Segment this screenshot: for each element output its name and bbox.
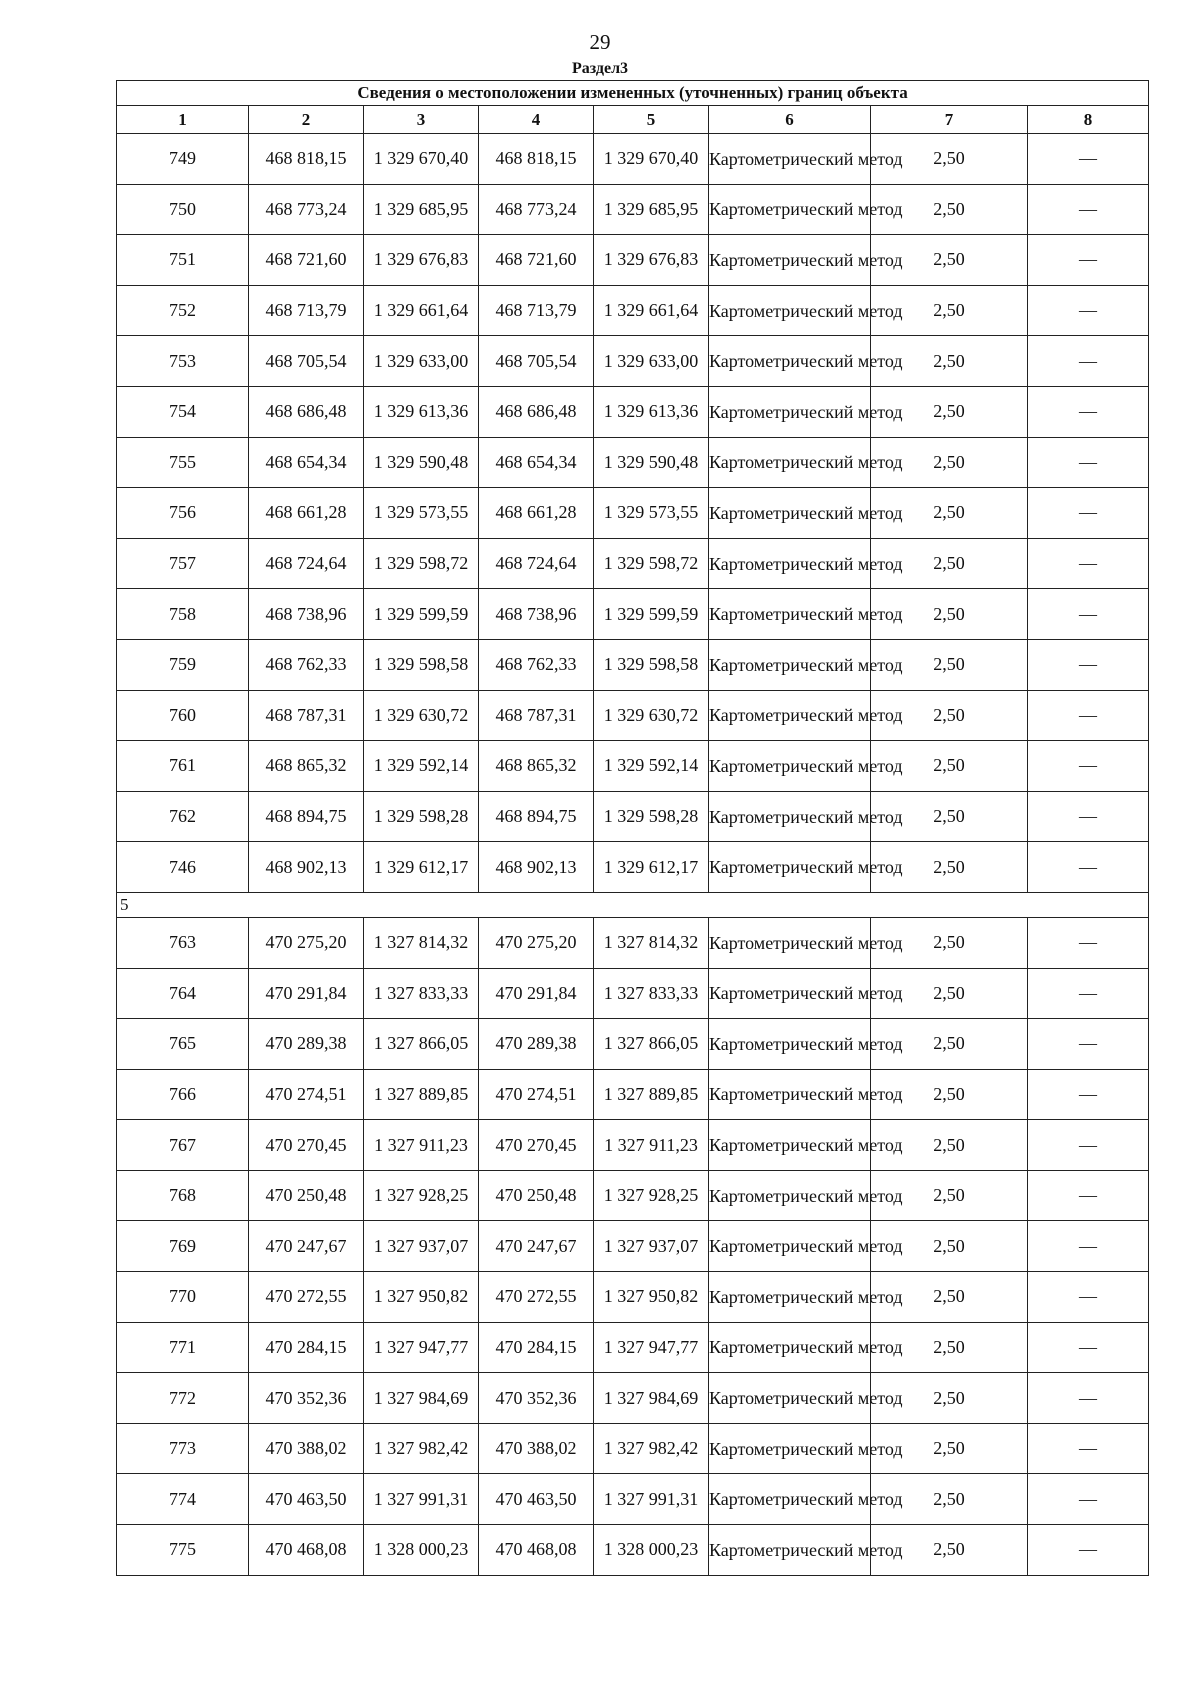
table-cell: 2,50 bbox=[871, 1170, 1028, 1221]
table-cell: 1 327 950,82 bbox=[594, 1272, 709, 1323]
table-cell: 1 329 573,55 bbox=[594, 488, 709, 539]
method-cell: Картометрический метод bbox=[709, 1373, 871, 1424]
table-cell: 1 329 676,83 bbox=[364, 235, 479, 286]
table-cell: 1 327 991,31 bbox=[594, 1474, 709, 1525]
table-row bbox=[117, 690, 1149, 741]
table-cell: 468 818,15 bbox=[479, 134, 594, 185]
table-row bbox=[117, 488, 1149, 539]
table-cell: 470 352,36 bbox=[249, 1373, 364, 1424]
method-cell: Картометрический метод bbox=[709, 917, 871, 968]
table-row bbox=[117, 741, 1149, 792]
method-cell: Картометрический метод bbox=[709, 538, 871, 589]
table-cell: 775 bbox=[117, 1525, 249, 1576]
table-row bbox=[117, 538, 1149, 589]
method-cell: Картометрический метод bbox=[709, 1019, 871, 1070]
table-cell: — bbox=[1028, 917, 1149, 968]
table-row bbox=[117, 386, 1149, 437]
table-row bbox=[117, 285, 1149, 336]
table-cell: 470 463,50 bbox=[479, 1474, 594, 1525]
table-cell: 2,50 bbox=[871, 1019, 1028, 1070]
table-cell: — bbox=[1028, 968, 1149, 1019]
table-row bbox=[117, 1019, 1149, 1070]
table-cell: 470 468,08 bbox=[479, 1525, 594, 1576]
column-header: 1 bbox=[117, 106, 249, 134]
table-cell: 1 329 598,28 bbox=[364, 791, 479, 842]
table-cell: 2,50 bbox=[871, 538, 1028, 589]
table-cell: — bbox=[1028, 1423, 1149, 1474]
table-cell: 1 329 592,14 bbox=[594, 741, 709, 792]
table-cell: 2,50 bbox=[871, 1373, 1028, 1424]
table-cell: 754 bbox=[117, 386, 249, 437]
table-cell: 470 250,48 bbox=[249, 1170, 364, 1221]
table-cell: 468 724,64 bbox=[249, 538, 364, 589]
table-cell: 1 327 911,23 bbox=[364, 1120, 479, 1171]
table-cell: 1 329 598,72 bbox=[364, 538, 479, 589]
table-cell: 1 329 598,58 bbox=[594, 639, 709, 690]
table-cell: 470 352,36 bbox=[479, 1373, 594, 1424]
table-cell: — bbox=[1028, 1525, 1149, 1576]
table-cell: — bbox=[1028, 1474, 1149, 1525]
table-cell: — bbox=[1028, 690, 1149, 741]
table-cell: 1 327 937,07 bbox=[364, 1221, 479, 1272]
table-cell: — bbox=[1028, 1170, 1149, 1221]
table-cell: 2,50 bbox=[871, 639, 1028, 690]
method-cell: Картометрический метод bbox=[709, 842, 871, 893]
table-cell: 468 705,54 bbox=[249, 336, 364, 387]
table-cell: — bbox=[1028, 791, 1149, 842]
table-cell: 1 329 592,14 bbox=[364, 741, 479, 792]
table-cell: 468 661,28 bbox=[249, 488, 364, 539]
table-cell: 1 327 982,42 bbox=[594, 1423, 709, 1474]
table-cell: 1 329 613,36 bbox=[594, 386, 709, 437]
group-row bbox=[117, 892, 1149, 917]
table-cell: 470 274,51 bbox=[249, 1069, 364, 1120]
table-cell: 1 327 950,82 bbox=[364, 1272, 479, 1323]
table-cell: — bbox=[1028, 741, 1149, 792]
table-row bbox=[117, 589, 1149, 640]
table-cell: — bbox=[1028, 488, 1149, 539]
table-cell: 470 388,02 bbox=[479, 1423, 594, 1474]
method-cell: Картометрический метод bbox=[709, 1170, 871, 1221]
table-cell: — bbox=[1028, 842, 1149, 893]
table-cell: 470 291,84 bbox=[479, 968, 594, 1019]
method-cell: Картометрический метод bbox=[709, 1474, 871, 1525]
table-cell: 1 327 911,23 bbox=[594, 1120, 709, 1171]
table-cell: — bbox=[1028, 1221, 1149, 1272]
table-cell: 468 787,31 bbox=[479, 690, 594, 741]
column-header: 8 bbox=[1028, 106, 1149, 134]
table-cell: 1 327 947,77 bbox=[364, 1322, 479, 1373]
table-cell: 470 275,20 bbox=[249, 917, 364, 968]
method-cell: Картометрический метод bbox=[709, 386, 871, 437]
table-cell: 755 bbox=[117, 437, 249, 488]
table-cell: 468 762,33 bbox=[479, 639, 594, 690]
section-title: Раздел3 bbox=[571, 60, 629, 77]
table-cell: 468 738,96 bbox=[249, 589, 364, 640]
table-cell: 1 329 598,72 bbox=[594, 538, 709, 589]
column-header: 5 bbox=[594, 106, 709, 134]
method-cell: Картометрический метод bbox=[709, 589, 871, 640]
method-cell: Картометрический метод bbox=[709, 1069, 871, 1120]
table-cell: 468 686,48 bbox=[249, 386, 364, 437]
coordinates-table bbox=[116, 80, 1149, 1576]
table-row bbox=[117, 917, 1149, 968]
table-cell: 1 329 590,48 bbox=[364, 437, 479, 488]
table-cell: 1 329 598,58 bbox=[364, 639, 479, 690]
table-cell: 470 388,02 bbox=[249, 1423, 364, 1474]
table-row bbox=[117, 1474, 1149, 1525]
method-cell: Картометрический метод bbox=[709, 488, 871, 539]
table-cell: 2,50 bbox=[871, 917, 1028, 968]
table-cell: — bbox=[1028, 336, 1149, 387]
table-cell: 756 bbox=[117, 488, 249, 539]
table-row bbox=[117, 791, 1149, 842]
table-cell: 470 463,50 bbox=[249, 1474, 364, 1525]
table-cell: 2,50 bbox=[871, 235, 1028, 286]
table-cell: 1 329 599,59 bbox=[364, 589, 479, 640]
table-cell: 2,50 bbox=[871, 589, 1028, 640]
table-cell: — bbox=[1028, 589, 1149, 640]
method-cell: Картометрический метод bbox=[709, 741, 871, 792]
table-cell: 746 bbox=[117, 842, 249, 893]
table-cell: 2,50 bbox=[871, 1525, 1028, 1576]
table-cell: 468 773,24 bbox=[479, 184, 594, 235]
table-cell: 1 329 633,00 bbox=[594, 336, 709, 387]
table-cell: — bbox=[1028, 1120, 1149, 1171]
table-cell: 764 bbox=[117, 968, 249, 1019]
method-cell: Картометрический метод bbox=[709, 134, 871, 185]
method-cell: Картометрический метод bbox=[709, 968, 871, 1019]
table-cell: 1 329 670,40 bbox=[364, 134, 479, 185]
table-cell: — bbox=[1028, 538, 1149, 589]
table-cell: 2,50 bbox=[871, 1272, 1028, 1323]
table-cell: 2,50 bbox=[871, 1423, 1028, 1474]
table-cell: 1 327 984,69 bbox=[594, 1373, 709, 1424]
table-row bbox=[117, 1423, 1149, 1474]
table-cell: 2,50 bbox=[871, 842, 1028, 893]
method-cell: Картометрический метод bbox=[709, 1120, 871, 1171]
table-cell: 1 327 814,32 bbox=[364, 917, 479, 968]
table-cell: 470 270,45 bbox=[249, 1120, 364, 1171]
table-cell: 2,50 bbox=[871, 336, 1028, 387]
table-cell: — bbox=[1028, 184, 1149, 235]
table-cell: 470 284,15 bbox=[249, 1322, 364, 1373]
table-cell: 1 329 661,64 bbox=[594, 285, 709, 336]
table-cell: 1 329 590,48 bbox=[594, 437, 709, 488]
table-cell: 468 721,60 bbox=[249, 235, 364, 286]
table-cell: 763 bbox=[117, 917, 249, 968]
table-cell: 1 329 598,28 bbox=[594, 791, 709, 842]
table-cell: 470 291,84 bbox=[249, 968, 364, 1019]
table-cell: 2,50 bbox=[871, 386, 1028, 437]
table-cell: 767 bbox=[117, 1120, 249, 1171]
table-cell: 2,50 bbox=[871, 134, 1028, 185]
table-cell: — bbox=[1028, 437, 1149, 488]
column-header: 4 bbox=[479, 106, 594, 134]
table-cell: 768 bbox=[117, 1170, 249, 1221]
table-cell: 2,50 bbox=[871, 1069, 1028, 1120]
method-cell: Картометрический метод bbox=[709, 184, 871, 235]
table-cell: 1 328 000,23 bbox=[364, 1525, 479, 1576]
table-cell: 762 bbox=[117, 791, 249, 842]
table-cell: 1 327 866,05 bbox=[364, 1019, 479, 1070]
table-cell: — bbox=[1028, 235, 1149, 286]
table-row bbox=[117, 1272, 1149, 1323]
table-caption: Сведения о местоположении измененных (уточненных) границ объекта bbox=[117, 81, 1149, 106]
table-cell: 761 bbox=[117, 741, 249, 792]
table-cell: 468 865,32 bbox=[249, 741, 364, 792]
table-cell: 1 329 612,17 bbox=[364, 842, 479, 893]
table-cell: — bbox=[1028, 1069, 1149, 1120]
table-cell: 470 272,55 bbox=[249, 1272, 364, 1323]
table-cell: 468 724,64 bbox=[479, 538, 594, 589]
table-cell: 2,50 bbox=[871, 488, 1028, 539]
table-cell: 470 274,51 bbox=[479, 1069, 594, 1120]
table-cell: 468 721,60 bbox=[479, 235, 594, 286]
table-cell: — bbox=[1028, 134, 1149, 185]
table-cell: 468 818,15 bbox=[249, 134, 364, 185]
table-cell: 1 329 573,55 bbox=[364, 488, 479, 539]
table-cell: 468 773,24 bbox=[249, 184, 364, 235]
table-cell: 1 329 613,36 bbox=[364, 386, 479, 437]
table-row bbox=[117, 1120, 1149, 1171]
table-cell: 758 bbox=[117, 589, 249, 640]
table-cell: 1 327 889,85 bbox=[364, 1069, 479, 1120]
table-cell: 1 329 670,40 bbox=[594, 134, 709, 185]
table-cell: 1 327 889,85 bbox=[594, 1069, 709, 1120]
table-cell: 1 329 685,95 bbox=[364, 184, 479, 235]
table-cell: 757 bbox=[117, 538, 249, 589]
table-cell: — bbox=[1028, 1373, 1149, 1424]
table-cell: 760 bbox=[117, 690, 249, 741]
table-cell: 1 327 982,42 bbox=[364, 1423, 479, 1474]
method-cell: Картометрический метод bbox=[709, 285, 871, 336]
table-row bbox=[117, 968, 1149, 1019]
table-row bbox=[117, 1373, 1149, 1424]
table-cell: 468 738,96 bbox=[479, 589, 594, 640]
table-cell: 468 654,34 bbox=[479, 437, 594, 488]
column-header: 2 bbox=[249, 106, 364, 134]
table-cell: 468 894,75 bbox=[249, 791, 364, 842]
table-cell: 769 bbox=[117, 1221, 249, 1272]
table-row bbox=[117, 1170, 1149, 1221]
table-cell: 1 329 685,95 bbox=[594, 184, 709, 235]
table-cell: 2,50 bbox=[871, 690, 1028, 741]
table-cell: 470 289,38 bbox=[249, 1019, 364, 1070]
table-cell: 770 bbox=[117, 1272, 249, 1323]
table-cell: 1 328 000,23 bbox=[594, 1525, 709, 1576]
table-cell: 470 250,48 bbox=[479, 1170, 594, 1221]
table-cell: 752 bbox=[117, 285, 249, 336]
table-cell: 468 654,34 bbox=[249, 437, 364, 488]
table-row bbox=[117, 639, 1149, 690]
table-row bbox=[117, 336, 1149, 387]
table-row bbox=[117, 235, 1149, 286]
table-cell: — bbox=[1028, 386, 1149, 437]
method-cell: Картометрический метод bbox=[709, 1221, 871, 1272]
method-cell: Картометрический метод bbox=[709, 437, 871, 488]
table-row bbox=[117, 1525, 1149, 1576]
table-cell: 470 275,20 bbox=[479, 917, 594, 968]
method-cell: Картометрический метод bbox=[709, 639, 871, 690]
table-cell: — bbox=[1028, 1322, 1149, 1373]
table-cell: 765 bbox=[117, 1019, 249, 1070]
table-cell: 1 327 937,07 bbox=[594, 1221, 709, 1272]
table-cell: 468 762,33 bbox=[249, 639, 364, 690]
table-cell: 766 bbox=[117, 1069, 249, 1120]
table-cell: 1 327 991,31 bbox=[364, 1474, 479, 1525]
table-cell: 750 bbox=[117, 184, 249, 235]
method-cell: Картометрический метод bbox=[709, 1525, 871, 1576]
table-cell: — bbox=[1028, 1019, 1149, 1070]
method-cell: Картометрический метод bbox=[709, 235, 871, 286]
column-header: 3 bbox=[364, 106, 479, 134]
table-cell: 470 289,38 bbox=[479, 1019, 594, 1070]
column-header: 6 bbox=[709, 106, 871, 134]
method-cell: Картометрический метод bbox=[709, 1423, 871, 1474]
table-cell: 2,50 bbox=[871, 741, 1028, 792]
table-cell: 1 329 612,17 bbox=[594, 842, 709, 893]
method-cell: Картометрический метод bbox=[709, 1322, 871, 1373]
table-cell: — bbox=[1028, 639, 1149, 690]
table-cell: 2,50 bbox=[871, 1221, 1028, 1272]
table-cell: 753 bbox=[117, 336, 249, 387]
table-cell: 468 902,13 bbox=[479, 842, 594, 893]
group-label: 5 bbox=[117, 892, 1149, 917]
table-row bbox=[117, 134, 1149, 185]
table-cell: 1 327 833,33 bbox=[364, 968, 479, 1019]
table-cell: 1 329 633,00 bbox=[364, 336, 479, 387]
table-cell: 2,50 bbox=[871, 437, 1028, 488]
table-cell: 468 713,79 bbox=[479, 285, 594, 336]
table-cell: 2,50 bbox=[871, 1322, 1028, 1373]
table-cell: 468 902,13 bbox=[249, 842, 364, 893]
table-row bbox=[117, 1322, 1149, 1373]
table-cell: 1 329 599,59 bbox=[594, 589, 709, 640]
table-cell: 470 247,67 bbox=[479, 1221, 594, 1272]
table-cell: 749 bbox=[117, 134, 249, 185]
table-row bbox=[117, 1221, 1149, 1272]
table-cell: 468 686,48 bbox=[479, 386, 594, 437]
table-row bbox=[117, 1069, 1149, 1120]
table-cell: 468 705,54 bbox=[479, 336, 594, 387]
page-number: 29 bbox=[589, 30, 611, 54]
method-cell: Картометрический метод bbox=[709, 1272, 871, 1323]
table-cell: 470 247,67 bbox=[249, 1221, 364, 1272]
table-cell: 1 329 676,83 bbox=[594, 235, 709, 286]
table-cell: 470 270,45 bbox=[479, 1120, 594, 1171]
table-cell: 773 bbox=[117, 1423, 249, 1474]
table-cell: 1 329 630,72 bbox=[594, 690, 709, 741]
table-cell: 470 272,55 bbox=[479, 1272, 594, 1323]
table-cell: 751 bbox=[117, 235, 249, 286]
table-cell: 1 327 833,33 bbox=[594, 968, 709, 1019]
table-cell: 774 bbox=[117, 1474, 249, 1525]
method-cell: Картометрический метод bbox=[709, 791, 871, 842]
table-cell: 1 327 814,32 bbox=[594, 917, 709, 968]
table-cell: 2,50 bbox=[871, 1474, 1028, 1525]
table-cell: 470 284,15 bbox=[479, 1322, 594, 1373]
table-cell: 1 329 630,72 bbox=[364, 690, 479, 741]
table-cell: 1 327 928,25 bbox=[594, 1170, 709, 1221]
table-cell: 1 327 866,05 bbox=[594, 1019, 709, 1070]
table-cell: 2,50 bbox=[871, 1120, 1028, 1171]
table-cell: 470 468,08 bbox=[249, 1525, 364, 1576]
table-cell: 759 bbox=[117, 639, 249, 690]
table-cell: 468 661,28 bbox=[479, 488, 594, 539]
method-cell: Картометрический метод bbox=[709, 336, 871, 387]
table-cell: 2,50 bbox=[871, 285, 1028, 336]
table-cell: 1 329 661,64 bbox=[364, 285, 479, 336]
table-cell: — bbox=[1028, 1272, 1149, 1323]
table-row bbox=[117, 184, 1149, 235]
table-cell: 1 327 928,25 bbox=[364, 1170, 479, 1221]
table-cell: — bbox=[1028, 285, 1149, 336]
table-row bbox=[117, 842, 1149, 893]
method-cell: Картометрический метод bbox=[709, 690, 871, 741]
table-row bbox=[117, 437, 1149, 488]
table-cell: 1 327 984,69 bbox=[364, 1373, 479, 1424]
table-cell: 468 713,79 bbox=[249, 285, 364, 336]
table-cell: 2,50 bbox=[871, 968, 1028, 1019]
table-cell: 2,50 bbox=[871, 184, 1028, 235]
table-cell: 771 bbox=[117, 1322, 249, 1373]
table-cell: 772 bbox=[117, 1373, 249, 1424]
table-cell: 468 865,32 bbox=[479, 741, 594, 792]
table-cell: 468 787,31 bbox=[249, 690, 364, 741]
table-cell: 2,50 bbox=[871, 791, 1028, 842]
table-cell: 1 327 947,77 bbox=[594, 1322, 709, 1373]
column-header: 7 bbox=[871, 106, 1028, 134]
table-cell: 468 894,75 bbox=[479, 791, 594, 842]
